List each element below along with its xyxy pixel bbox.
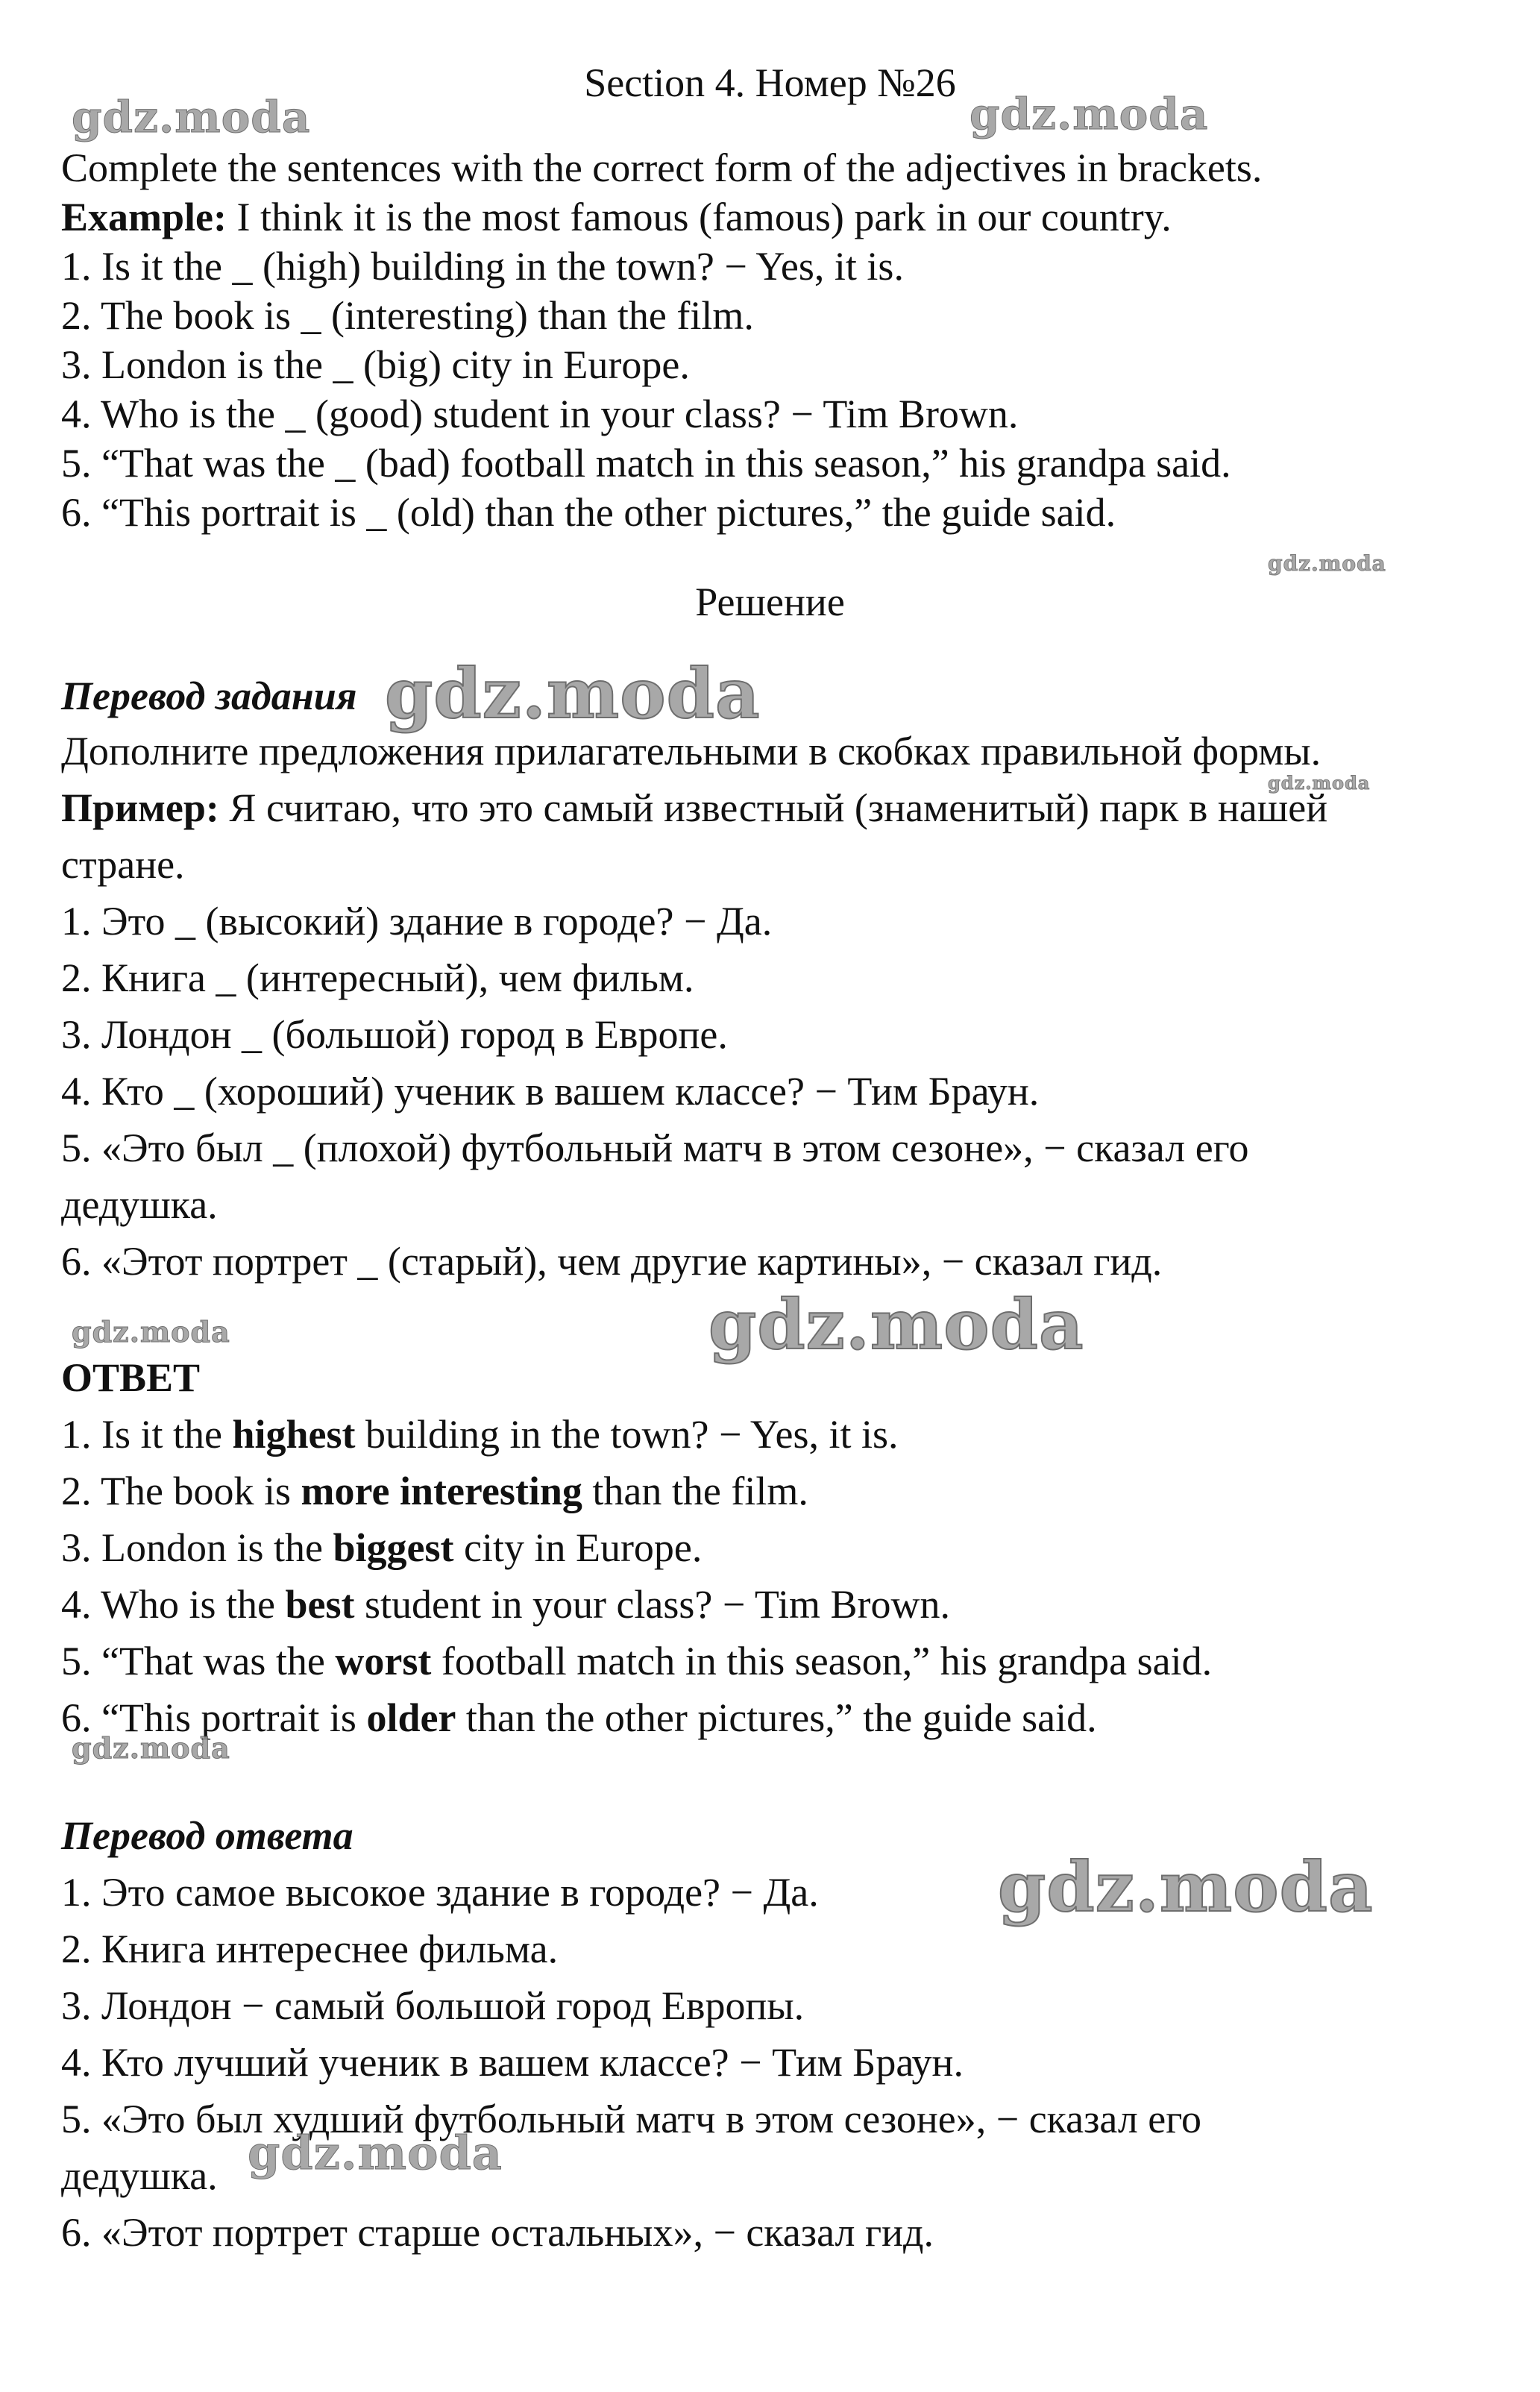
task-item: 1. Is it the _ (high) building in the town? − Yes, it is. (61, 244, 904, 289)
answer-item (61, 1523, 702, 1572)
answer-item (61, 1410, 899, 1459)
answer-translation-item: 5. «Это был худший футбольный матч в этом сезоне», − сказал его (61, 2097, 1202, 2141)
page-title: Section 4. Номер №26 (584, 60, 956, 105)
answer-text: 5. “That was the (61, 1639, 336, 1683)
answer-translation-item: 3. Лондон − самый большой город Европы. (61, 1983, 805, 2028)
answer-translation-item: 4. Кто лучший ученик в вашем классе? − Тим Браун. (61, 2040, 964, 2085)
answer-text: city in Europe. (453, 1525, 703, 1570)
answer-translation-item: 1. Это самое высокое здание в городе? − Да. (61, 1870, 819, 1915)
watermark: gdz.moda (385, 653, 761, 734)
answer-text: than the other pictures,” the guide said. (456, 1695, 1097, 1740)
watermark: gdz.moda (72, 1731, 230, 1765)
answer-translation-item: 2. Книга интереснее фильма. (61, 1927, 559, 1971)
task-translation-item: 1. Это _ (высокий) здание в городе? − Да. (61, 899, 773, 944)
task-translation-item: 6. «Этот портрет _ (старый), чем другие картины», − сказал гид. (61, 1239, 1163, 1284)
answer-highlight: worst (335, 1639, 432, 1683)
watermark: gdz.moda (72, 92, 311, 142)
watermark: gdz.moda (1268, 772, 1371, 794)
watermark: gdz.moda (998, 1847, 1374, 1927)
example-label: Example: (61, 195, 227, 239)
solution-heading: Решение (695, 580, 845, 624)
answer-highlight: best (285, 1582, 355, 1627)
example-text: I think it is the most famous (famous) park in our country. (227, 195, 1172, 239)
answer-text: 3. London is the (61, 1525, 333, 1570)
task-translation-item: дедушка. (61, 1182, 218, 1227)
answer-item (61, 1466, 808, 1516)
watermark: gdz.moda (708, 1284, 1084, 1365)
task-translation-item: 4. Кто _ (хороший) ученик в вашем классе? − Тим Браун. (61, 1069, 1040, 1114)
example-label-ru: Пример: (61, 785, 219, 830)
answer-text: building in the town? − Yes, it is. (355, 1412, 899, 1457)
example-text-ru: Я считаю, что это самый известный (знаменитый) парк в нашей (219, 785, 1328, 830)
answer-translation-item: 6. «Этот портрет старше остальных», − сказал гид. (61, 2210, 934, 2255)
watermark: gdz.moda (969, 89, 1209, 139)
task-example (61, 192, 1172, 242)
task-item: 3. London is the _ (big) city in Europe. (61, 342, 690, 387)
answer-translation-item: дедушка. (61, 2153, 218, 2198)
answer-text: 6. “This portrait is (61, 1695, 367, 1740)
answer-highlight: older (366, 1695, 456, 1740)
task-item: 2. The book is _ (interesting) than the film. (61, 293, 754, 338)
answer-text: 4. Who is the (61, 1582, 286, 1627)
answer-text: student in your class? − Tim Brown. (354, 1582, 950, 1627)
task-translation-item: 2. Книга _ (интересный), чем фильм. (61, 955, 694, 1000)
task-translation-heading: Перевод задания (61, 674, 357, 718)
watermark: gdz.moda (72, 1315, 230, 1349)
task-item: 5. “That was the _ (bad) football match in this season,” his grandpa said. (61, 441, 1231, 486)
task-translation-item: 5. «Это был _ (плохой) футбольный матч в этом сезоне», − сказал его (61, 1126, 1249, 1170)
task-translation-example-cont: стране. (61, 842, 185, 887)
answer-text: 1. Is it the (61, 1412, 233, 1457)
task-item: 4. Who is the _ (good) student in your class? − Tim Brown. (61, 392, 1019, 436)
task-translation-instruction: Дополните предложения прилагательными в скобках правильной формы. (61, 729, 1321, 773)
answer-item (61, 1580, 950, 1629)
answer-heading: ОТВЕТ (61, 1355, 201, 1400)
task-item: 6. “This portrait is _ (old) than the other pictures,” the guide said. (61, 490, 1116, 535)
answer-translation-heading: Перевод ответа (61, 1813, 353, 1858)
answer-text: 2. The book is (61, 1469, 301, 1513)
task-translation-item: 3. Лондон _ (большой) город в Европе. (61, 1012, 728, 1057)
task-instruction: Complete the sentences with the correct form of the adjectives in brackets. (61, 145, 1263, 190)
answer-item (61, 1636, 1212, 1686)
answer-highlight: more interesting (301, 1469, 582, 1513)
watermark: gdz.moda (248, 2126, 503, 2180)
answer-text: football match in this season,” his grandpa said. (431, 1639, 1213, 1683)
task-translation-example (61, 783, 1327, 832)
answer-text: than the film. (582, 1469, 808, 1513)
answer-highlight: highest (232, 1412, 356, 1457)
watermark: gdz.moda (1268, 551, 1386, 576)
answer-highlight: biggest (333, 1525, 454, 1570)
